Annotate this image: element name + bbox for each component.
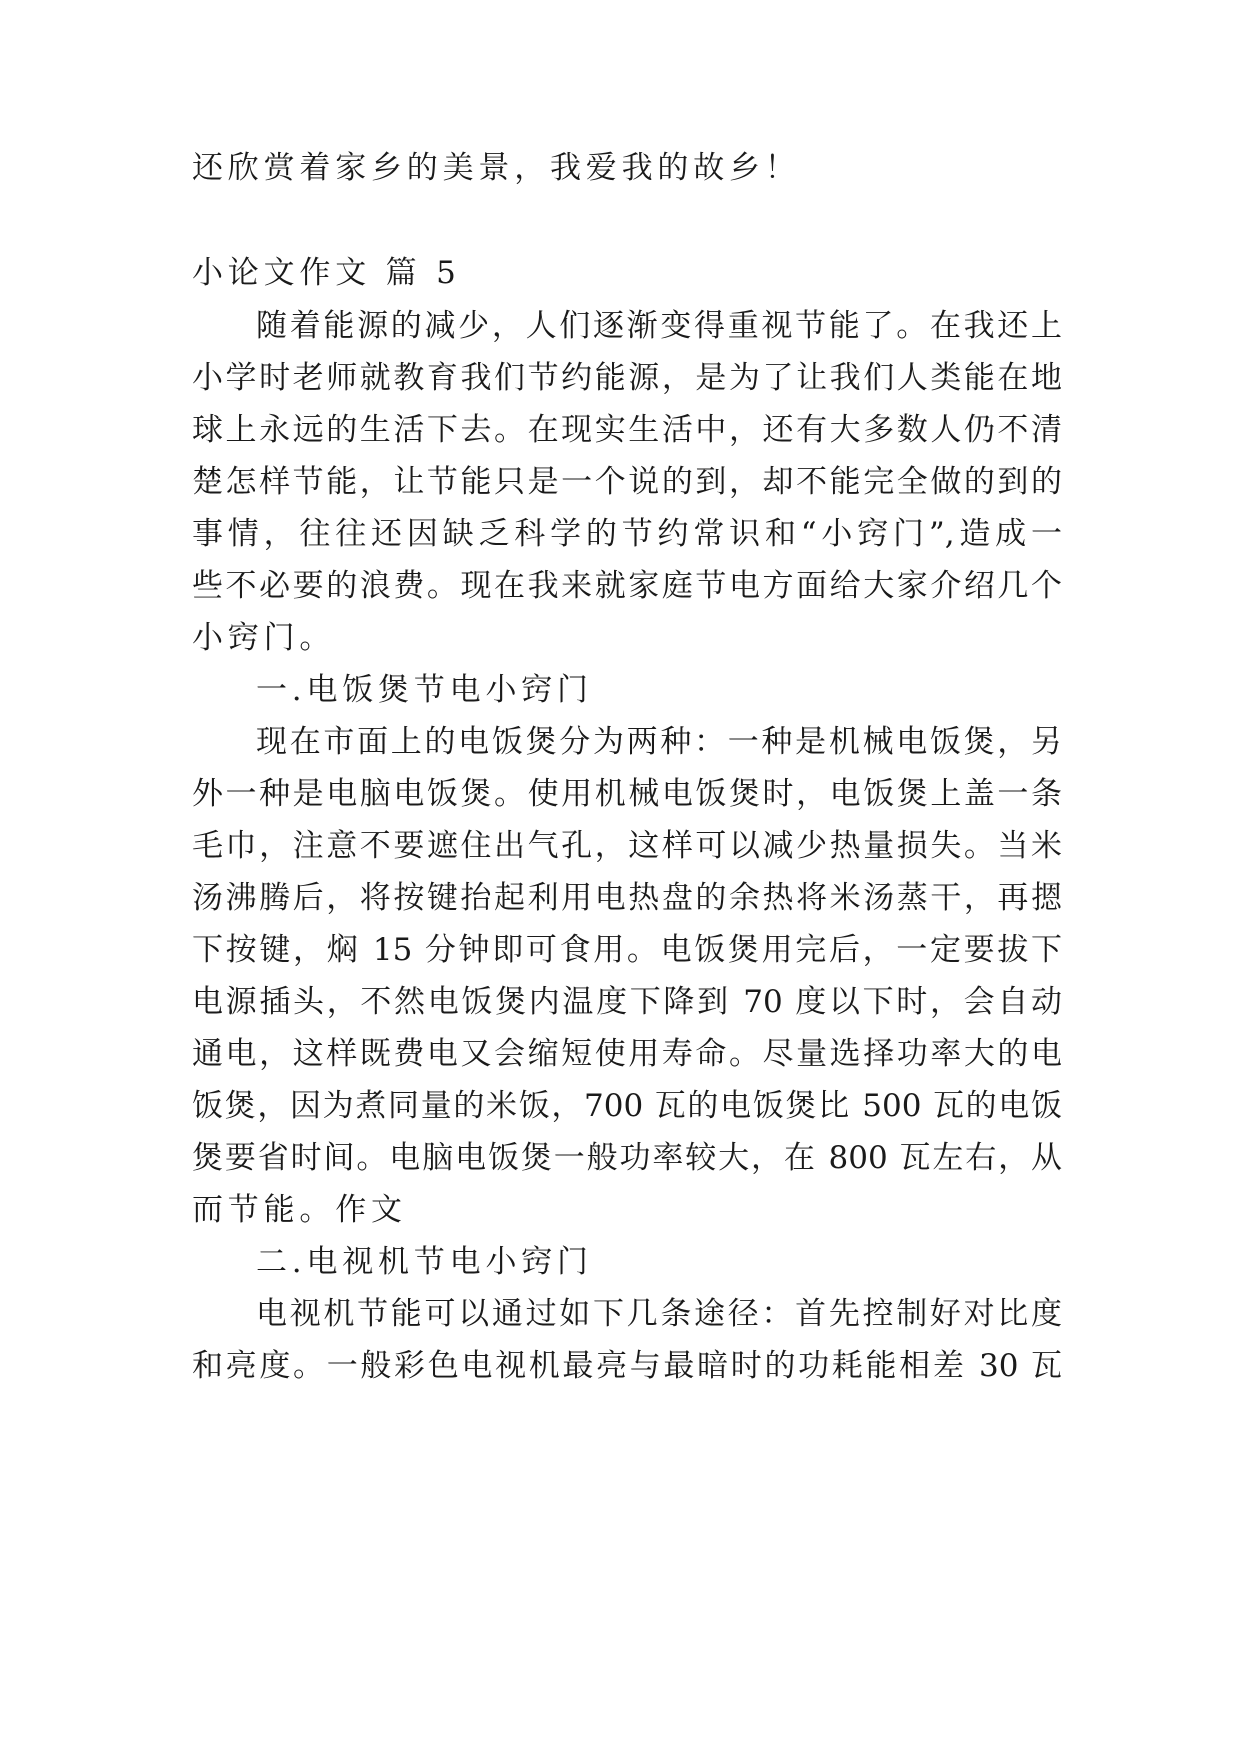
paragraph-line: 楚怎样节能，让节能只是一个说的到，却不能完全做的到的	[192, 464, 1062, 500]
paragraph-line: 小学时老师就教育我们节约能源，是为了让我们人类能在地	[192, 360, 1062, 396]
paragraph-line: 些不必要的浪费。现在我来就家庭节电方面给大家介绍几个	[192, 568, 1062, 604]
paragraph-line: 外一种是电脑电饭煲。使用机械电饭煲时，电饭煲上盖一条	[192, 776, 1062, 812]
paragraph-line: 和亮度。一般彩色电视机最亮与最暗时的功耗能相差 30 瓦	[192, 1348, 1062, 1384]
paragraph-line: 煲要省时间。电脑电饭煲一般功率较大，在 800 瓦左右，从	[192, 1140, 1062, 1176]
section-heading: 一.电饭煲节电小窍门	[256, 672, 593, 708]
paragraph-line: 而节能。作文	[192, 1192, 407, 1228]
paragraph-line: 下按键，焖 15 分钟即可食用。电饭煲用完后，一定要拔下	[192, 932, 1062, 968]
paragraph-line: 事情，往往还因缺乏科学的节约常识和“小窍门”,造成一	[192, 516, 1062, 552]
paragraph-line: 电源插头，不然电饭煲内温度下降到 70 度以下时，会自动	[192, 984, 1062, 1020]
section-title: 小论文作文 篇 5	[192, 255, 461, 291]
intro-line: 还欣赏着家乡的美景，我爱我的故乡！	[192, 150, 801, 186]
paragraph-line: 球上永远的生活下去。在现实生活中，还有大多数人仍不清	[192, 412, 1062, 448]
paragraph-line: 毛巾，注意不要遮住出气孔，这样可以减少热量损失。当米	[192, 828, 1062, 864]
paragraph-line: 饭煲，因为煮同量的米饭，700 瓦的电饭煲比 500 瓦的电饭	[192, 1088, 1062, 1124]
paragraph-line: 现在市面上的电饭煲分为两种：一种是机械电饭煲，另	[256, 724, 1062, 760]
paragraph-line: 小窍门。	[192, 620, 336, 656]
paragraph-line: 汤沸腾后，将按键抬起利用电热盘的余热将米汤蒸干，再摁	[192, 880, 1062, 916]
paragraph-line: 通电，这样既费电又会缩短使用寿命。尽量选择功率大的电	[192, 1036, 1062, 1072]
paragraph-line: 电视机节能可以通过如下几条途径：首先控制好对比度	[256, 1296, 1062, 1332]
section-heading: 二.电视机节电小窍门	[256, 1244, 593, 1280]
paragraph-line: 随着能源的减少，人们逐渐变得重视节能了。在我还上	[256, 308, 1062, 344]
